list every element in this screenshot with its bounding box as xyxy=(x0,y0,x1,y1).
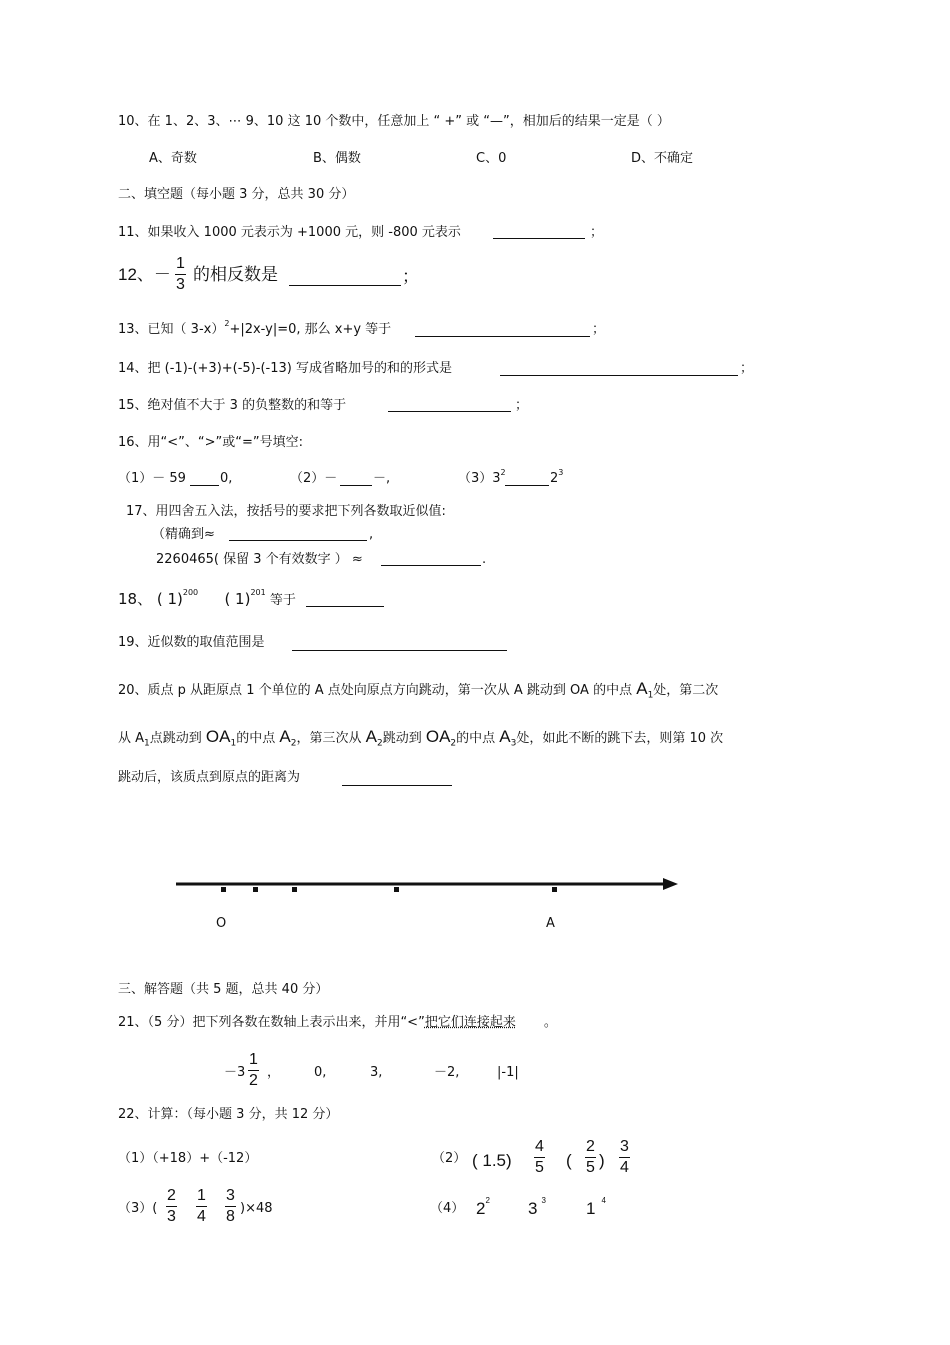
fraction-bar xyxy=(248,1070,259,1071)
q20-line2 xyxy=(118,728,723,749)
q17-text: 17、用四舍五入法，按括号的要求把下列各数取近似值: xyxy=(126,504,446,519)
fraction-bar xyxy=(175,274,186,275)
q22-text: 22、计算：（每小题 3 分，共 12 分） xyxy=(118,1107,339,1122)
number-line-point xyxy=(394,887,399,892)
frac-den: 4 xyxy=(620,1159,629,1176)
q16-part1 xyxy=(118,472,186,485)
q22-p4-exp1: 2 xyxy=(485,1196,490,1205)
q16-blank2 xyxy=(340,485,372,486)
q18-term1: 18、 ( 1) xyxy=(118,590,183,608)
q21-item-neg3: －3 xyxy=(224,1065,246,1080)
q12-numerator: 1 xyxy=(176,255,185,272)
q12-prefix: 12、－ xyxy=(118,265,171,284)
q21-emphasis: 把它们连接起来 xyxy=(424,1015,516,1030)
q16-part1-a: （1）－ 59 xyxy=(118,471,186,486)
q20-l2-a2b: A xyxy=(365,727,377,746)
q18-post: 等于 xyxy=(269,593,296,608)
q22-part2-frac1 xyxy=(534,1139,545,1176)
q11-text: 11、如果收入 1000 元表示为 +1000 元，则 -800 元表示 xyxy=(118,225,461,240)
q18-exp1: 200 xyxy=(182,588,199,597)
q10-option-a: A、奇数 xyxy=(149,151,197,166)
q13-exponent: 2 xyxy=(224,319,230,328)
q20-l2-sub1: 1 xyxy=(144,738,150,749)
q22-part2-frac3 xyxy=(619,1139,630,1176)
q18-text xyxy=(118,588,296,608)
q20-l2-i: ，第三次从 xyxy=(296,731,362,746)
fraction-bar xyxy=(585,1157,596,1158)
number-line-point-a xyxy=(552,887,557,892)
q10-text: 10、在 1、2、3、⋯ 9、10 这 10 个数中，任意加上 “ +” 或 “—”，相加后的结果一定是（ ） xyxy=(118,114,670,129)
q20-l2-l: 跳动到 xyxy=(382,731,422,746)
q19-blank xyxy=(292,650,507,651)
q20-l2-c: 点跳动到 xyxy=(149,731,202,746)
q20-l2-sub5: 2 xyxy=(450,738,457,749)
frac-num: 2 xyxy=(586,1138,595,1155)
q17-line1: （精确到≈ xyxy=(152,527,215,542)
fraction-bar xyxy=(534,1157,545,1158)
q16-part1-b: 0, xyxy=(220,471,233,486)
q20-l2-a2: A xyxy=(279,727,291,746)
q20-l2-sub6: 3 xyxy=(510,738,517,749)
q21-end: 。 xyxy=(543,1015,557,1030)
q22-part4-label: （4） xyxy=(430,1201,465,1216)
section3-heading: 三、解答题（共 5 题，总共 40 分） xyxy=(118,982,329,997)
q22-p4-base3: 1 xyxy=(586,1199,596,1218)
q18-exp2: 201 xyxy=(250,588,266,597)
frac-num: 3 xyxy=(226,1187,235,1204)
q14-blank xyxy=(500,375,738,376)
q20-l2-a3: A xyxy=(499,727,511,746)
q15-text: 15、绝对值不大于 3 的负整数的和等于 xyxy=(118,398,347,413)
fraction-bar xyxy=(619,1157,630,1158)
q10-option-b: B、偶数 xyxy=(313,151,361,166)
frac-den: 5 xyxy=(586,1159,595,1176)
q15-tail: ； xyxy=(515,398,529,413)
q22-p4-base2: 3 xyxy=(528,1199,538,1218)
q14-tail: ； xyxy=(740,361,754,376)
frac-num: 3 xyxy=(620,1138,629,1155)
fraction-bar xyxy=(225,1206,236,1207)
q16-part3-b xyxy=(550,468,564,486)
q20-l2-sub3: 2 xyxy=(290,738,297,749)
q16-part3-base: （3）3 xyxy=(458,471,501,486)
q21-item-0: 0, xyxy=(314,1065,327,1080)
q16-part2-b: －, xyxy=(373,471,391,486)
q22-p4-exp2: 3 xyxy=(541,1196,546,1205)
q22-part3-frac3 xyxy=(225,1188,236,1225)
q20-l2-o: 的中点 xyxy=(456,731,496,746)
q22-part2-b: ( xyxy=(566,1151,572,1170)
q22-part4-a xyxy=(476,1196,490,1218)
q17-line2-tail: . xyxy=(482,552,487,567)
q16-blank1 xyxy=(190,485,219,486)
q21-frac-num: 1 xyxy=(249,1051,258,1068)
q12-denominator: 3 xyxy=(176,276,185,293)
q22-part2-c: ) xyxy=(599,1151,605,1170)
q10-option-c: C、0 xyxy=(476,151,507,166)
q10-option-d: D、不确定 xyxy=(631,151,694,166)
q20-sub: 1 xyxy=(647,690,654,701)
frac-den: 4 xyxy=(197,1208,206,1225)
q22-part3-label: （3）( xyxy=(118,1201,158,1216)
q22-p4-base1: 2 xyxy=(476,1199,486,1218)
q16-text: 16、用“<”、“>”或“=”号填空: xyxy=(118,435,304,450)
q20-l2-r: 处，如此不断的跳下去，则第 10 次 xyxy=(516,731,724,746)
number-line-point xyxy=(253,887,258,892)
q11-blank xyxy=(493,238,585,239)
q18-blank xyxy=(306,606,384,607)
q21-frac-den: 2 xyxy=(249,1072,258,1089)
q17-blank1 xyxy=(229,540,367,541)
q20-blank xyxy=(342,785,452,786)
q17-line1-tail: , xyxy=(369,527,374,542)
number-line-label-a: A xyxy=(546,916,555,931)
q11-tail: ； xyxy=(590,225,604,240)
frac-den: 8 xyxy=(226,1208,235,1225)
q16-blank3 xyxy=(505,485,549,486)
q20-l2-oa2: OA xyxy=(425,727,451,746)
q20-l2-f: 的中点 xyxy=(236,731,276,746)
q21-comma: ， xyxy=(267,1065,281,1080)
q13-part1: 13、已知（ 3-x） xyxy=(118,322,225,337)
frac-num: 2 xyxy=(167,1187,176,1204)
q22-part3-tail: )×48 xyxy=(240,1201,273,1216)
fraction-bar xyxy=(196,1206,207,1207)
number-line xyxy=(170,872,685,896)
number-line-point-o xyxy=(221,887,226,892)
q20-line1 xyxy=(118,680,718,701)
q16-part3-a xyxy=(458,468,506,486)
q22-part3-frac1 xyxy=(166,1188,177,1225)
q22-part3-frac2 xyxy=(196,1188,207,1225)
q14-text: 14、把 (-1)-(+3)+(-5)-(-13) 写成省略加号的和的形式是 xyxy=(118,361,452,376)
q19-text: 19、近似数的取值范围是 xyxy=(118,635,265,650)
q20-point-a1: A xyxy=(636,679,648,698)
q22-part2-label: （2） xyxy=(432,1151,467,1166)
q22-part2-frac2 xyxy=(585,1139,596,1176)
q22-part4-b xyxy=(528,1196,546,1218)
q20-line3: 跳动后，该质点到原点的距离为 xyxy=(118,770,301,785)
q16-part3-exp: 2 xyxy=(500,468,506,477)
q15-blank xyxy=(388,411,511,412)
q20-line1-end: 处，第二次 xyxy=(653,683,719,698)
q20-l2-sub4: 2 xyxy=(376,738,383,749)
q12-text: 的相反数是 xyxy=(193,265,278,284)
q21-item-neg2: －2, xyxy=(434,1065,460,1080)
section2-heading: 二、填空题（每小题 3 分，总共 30 分） xyxy=(118,187,355,202)
q21-prompt: 21、（5 分）把下列各数在数轴上表示出来，并用“<” xyxy=(118,1015,425,1030)
fraction-bar xyxy=(166,1206,177,1207)
q18-term2: ( 1) xyxy=(224,590,251,608)
q16-part3-base2: 2 xyxy=(550,471,559,486)
arrow-head-icon xyxy=(663,878,678,890)
q22-part4-c xyxy=(586,1196,606,1218)
q21-item-3: 3, xyxy=(370,1065,383,1080)
q20-l2-a: 从 A xyxy=(118,731,145,746)
frac-num: 4 xyxy=(535,1138,544,1155)
q22-part1: （1）（+18）+（-12） xyxy=(118,1151,258,1166)
q12-fraction xyxy=(175,256,186,293)
q20-line1-text: 20、质点 p 从距原点 1 个单位的 A 点处向原点方向跳动，第一次从 A 跳动到 OA 的中点 xyxy=(118,683,633,698)
frac-den: 3 xyxy=(167,1208,176,1225)
q12-blank xyxy=(289,285,401,286)
q21-item-abs: |-1| xyxy=(497,1065,519,1080)
q16-part2-a: （2）－ xyxy=(290,471,338,486)
q20-l2-oa1: OA xyxy=(205,727,231,746)
frac-den: 5 xyxy=(535,1159,544,1176)
q21-text xyxy=(118,1016,557,1029)
q17-blank2 xyxy=(381,565,481,566)
q13-part2: +|2x-y|=0, 那么 x+y 等于 xyxy=(229,322,392,337)
q17-line2: 2260465( 保留 3 个有效数字 ） ≈ xyxy=(156,552,363,567)
q12-tail: ； xyxy=(402,267,419,286)
q22-p4-exp3: 4 xyxy=(601,1196,606,1205)
frac-num: 1 xyxy=(197,1187,206,1204)
q21-fraction xyxy=(248,1052,259,1089)
q13-text xyxy=(118,319,392,337)
q20-l2-sub2: 1 xyxy=(230,738,237,749)
number-line-label-o: O xyxy=(216,916,227,931)
q13-blank xyxy=(415,336,590,337)
q16-part3-exp2: 3 xyxy=(558,468,564,477)
q13-tail: ； xyxy=(592,322,606,337)
q22-part2-a: ( 1.5) xyxy=(472,1151,512,1170)
number-line-point xyxy=(292,887,297,892)
